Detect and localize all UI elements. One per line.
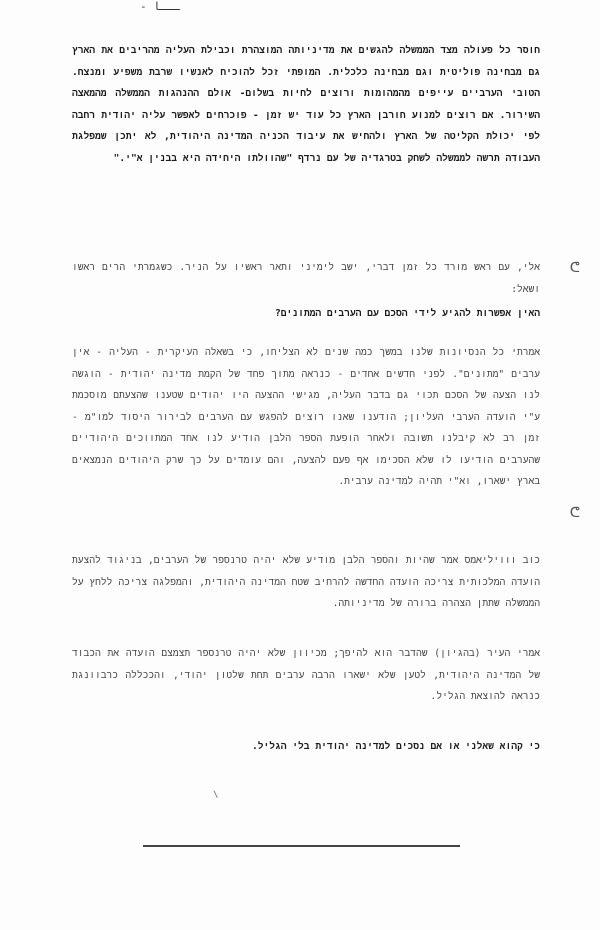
paragraph-question bbox=[72, 303, 540, 325]
paragraph-remark bbox=[72, 643, 540, 708]
top-scribble: - ـــا bbox=[140, 0, 180, 13]
paragraph-closing bbox=[72, 736, 540, 758]
bottom-divider-line bbox=[143, 845, 460, 847]
paragraph-text: כי קהוא שאלני או אם נסכים למדינה יהודית בלי הגליל. bbox=[251, 741, 540, 752]
margin-punch-mark: ᕦ bbox=[569, 260, 580, 276]
paragraph-text: אמרתי כל הנסיונות שלנו במשך כמה שנים לא הצליחו, כי בשאלה העיקרית - העליה - אין ערבים "מתונים". לפני חדשים אחדים - כנראה מתוך פחד של הקמת מדינה יהודית - הוגשה לנו הצעה של הסכם תכוי גם בדבר העליה, מגישי ההצעה היו יהודים שטענו שהצעתם מוסכמת ע"י הועדה הערבי העליון; הודענו שאנו רוצים להפגש עם הערבים לבירור היסוד למו"מ - זמן רב לא קיבלנו תשובה ולאחר הופעת הספר הלבן הודיע לנו אחד המתווכים היהודיים שהערבים הודיעו לו שלא הסכימו אף פעם להצעה, והם עומדים על כך שרק היהודים הנמצאים בארץ ישארו, וא"י תהיה למדינה ערבית. bbox=[72, 347, 540, 487]
paragraph-text: האין אפשרות להגיע לידי הסכם עם הערבים המתונים? bbox=[275, 308, 540, 319]
paragraph-opening bbox=[72, 40, 540, 169]
paragraph-text: כוב ווויליאמס אמר שהיות והספר הלבן מודיע שלא יהיה טרנספר של הערבים, בניגוד להצעת הועדה המלכותית צריכה הועדה החדשה להרחיב שטח המדינה היהודית, והמפלגה צריכה ללחץ על הממשלה שתתן הצהרה ברורה של מדיניותה. bbox=[72, 555, 540, 609]
stray-pen-mark: \ bbox=[213, 790, 219, 800]
paragraph-answer bbox=[72, 342, 540, 493]
paragraph-williams bbox=[72, 550, 540, 615]
paragraph-text: אמרי העיר (בהגיון) שהדבר הוא להיפך; מכיוון שלא יהיה טרנספר תצמצם הועדה את הכבוד של המדינה היהודית, לטען שלא ישארו הרבה ערבים תחת שלטון יהודי, והככללה כרבוונגת כנראה להוצאת הגליל. bbox=[72, 648, 540, 702]
paragraph-text: אלי, עם ראש מורד כל זמן דברי, ישב לימיני ותאר ראשיו על הניר. כשגמרתי הרים ראשו ושאל: bbox=[72, 262, 540, 295]
paragraph-text: חוסר כל פעולה מצד הממשלה להגשים את מדיניותה המוצהרת וכבילת העליה מהריבים את הארץ גם מבחינה פוליטית וגם מבחינה כלכלית. המופתי זכל להוכיח לאנשיו שרבת משפיע ומנצח. הטובי הערביים עייפים מהמהומות ורוצים לחיות בשלום- אולם ההנהגות הממשלה מהמאצה השירור. אם רוצים למנוע חורבן הארץ כל עוד יש זמן - פוכרחים לאפשר עליה יהודית רחבה לפי יכולת הקליטה של הארץ ולהחיש את עיבוד הכניה המדינה היהודית, לא יתכן שמפלגת העבודה תרשה לממשלה לשחק בטרגדיה של עם נרדף "שהוולתו היחידה היא בבנין א"י." bbox=[72, 45, 540, 164]
margin-punch-mark: ᕦ bbox=[569, 505, 580, 521]
paragraph-response-intro bbox=[72, 257, 540, 300]
